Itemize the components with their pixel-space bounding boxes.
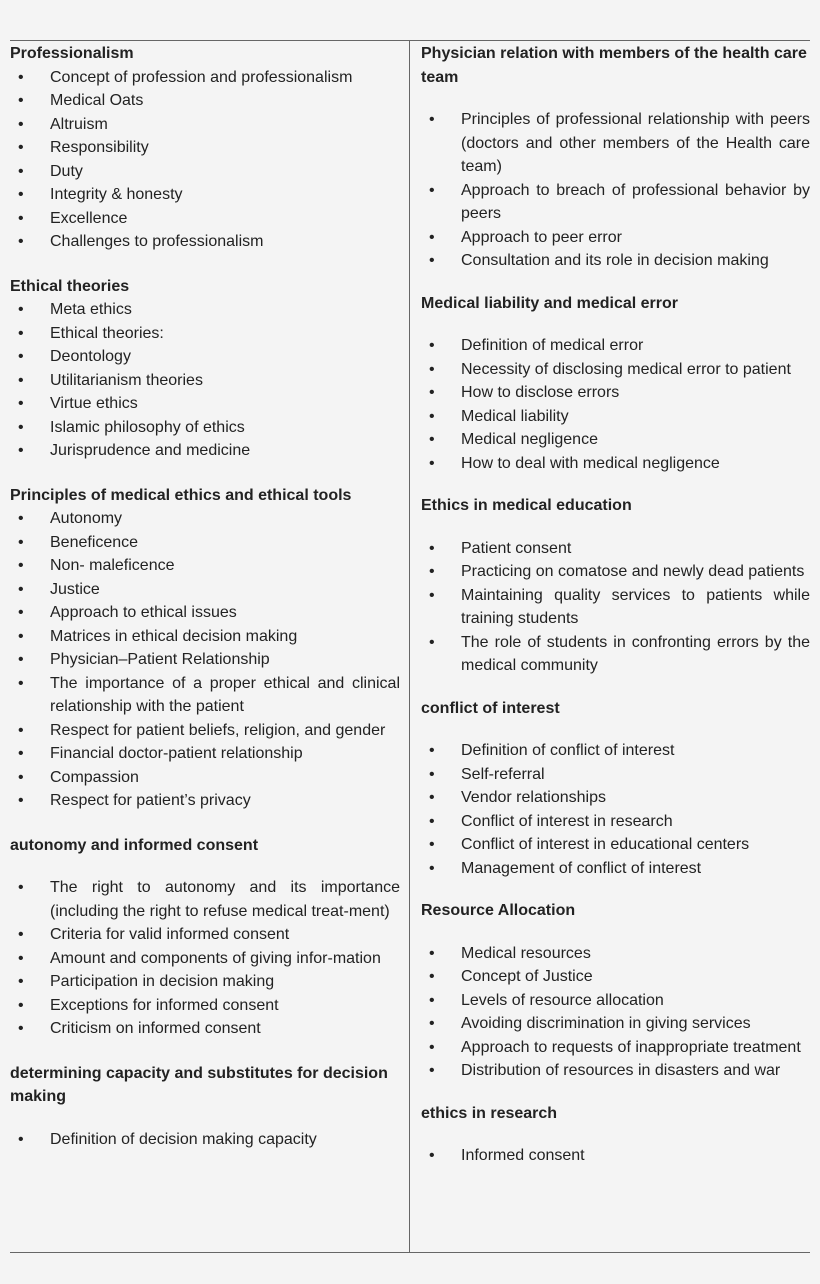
list-item <box>421 560 810 584</box>
bullet-icon: • <box>18 879 24 896</box>
list-item-text: Challenges to professionalism <box>50 233 264 250</box>
bullet-icon: • <box>429 563 435 580</box>
list-item-text: Medical liability <box>461 407 569 425</box>
bullet-icon: • <box>18 768 24 786</box>
bullet-icon: • <box>18 92 24 109</box>
bullet-icon: • <box>429 1015 435 1032</box>
bullet-icon: • <box>429 111 435 128</box>
list-item <box>10 160 400 184</box>
list-item <box>10 322 400 346</box>
list-item <box>421 631 810 678</box>
bullet-icon: • <box>429 836 435 853</box>
bullet-icon: • <box>18 418 24 436</box>
bullet-icon: • <box>429 586 435 604</box>
list-item <box>10 970 400 994</box>
list-item-text: Practicing on comatose and newly dead patients <box>461 563 805 580</box>
list-item <box>10 994 400 1018</box>
bullet-icon: • <box>18 510 24 527</box>
list-item-text: The right to autonomy and its importance (including the right to refuse medical treat-ment) <box>50 879 400 920</box>
section-heading: Resource Allocation <box>421 902 576 919</box>
list-item-text: Ethical theories: <box>50 324 164 342</box>
list-item <box>10 439 400 463</box>
bullet-icon: • <box>18 301 24 318</box>
table-bottom-border <box>10 1252 810 1253</box>
bullet-icon: • <box>429 181 435 199</box>
list-item-text: Meta ethics <box>50 301 132 318</box>
list-item-text: Altruism <box>50 115 108 133</box>
list-item <box>10 392 400 416</box>
section-ethics-in-medical-education <box>421 494 810 678</box>
list-item-text: Definition of conflict of interest <box>461 742 675 759</box>
bullet-icon: • <box>429 789 435 806</box>
bullet-icon: • <box>429 991 435 1009</box>
list-item <box>10 719 400 743</box>
list-item-text: Management of conflict of interest <box>461 859 702 877</box>
list-item <box>421 1012 810 1036</box>
list-item <box>421 428 810 452</box>
bullet-icon: • <box>18 139 24 156</box>
list-item-text: Jurisprudence and medicine <box>50 442 251 459</box>
list-item <box>421 942 810 966</box>
list-item <box>421 965 810 989</box>
list-item-text: Excellence <box>50 209 128 227</box>
list-item-text: Levels of resource allocation <box>461 991 664 1009</box>
list-item <box>10 113 400 137</box>
list-item-text: Duty <box>50 162 83 180</box>
list-item-text: Concept of profession and professionalism <box>50 68 353 86</box>
bullet-icon: • <box>18 348 24 365</box>
list-item-text: Approach to breach of professional behavior by peers <box>461 181 810 222</box>
list-item <box>421 334 810 358</box>
list-item <box>421 452 810 476</box>
list-item-text: Medical resources <box>461 944 591 962</box>
list-item-text: Compassion <box>50 768 139 786</box>
section-heading: Ethical theories <box>10 277 130 295</box>
list-item <box>421 1144 810 1168</box>
list-item <box>421 989 810 1013</box>
list-item-text: Maintaining quality services to patients while training students <box>461 586 810 627</box>
list-item <box>421 537 810 561</box>
list-item <box>10 625 400 649</box>
list-item-text: Virtue ethics <box>50 395 138 412</box>
bullet-list <box>421 108 810 273</box>
list-item-text: How to deal with medical negligence <box>461 454 720 472</box>
bullet-icon: • <box>429 1147 435 1164</box>
section-heading: determining capacity and substitutes for decision making <box>10 1064 388 1105</box>
bullet-icon: • <box>18 651 24 668</box>
section-medical-liability-and-medical-error <box>421 292 810 476</box>
bullet-icon: • <box>18 371 24 389</box>
bullet-list <box>421 537 810 678</box>
list-item <box>10 947 400 971</box>
bullet-icon: • <box>18 233 24 250</box>
list-item <box>421 857 810 881</box>
list-item <box>10 66 400 90</box>
list-item <box>421 833 810 857</box>
section-physician-relation-with-members-of-the-health-care-team <box>421 42 810 273</box>
list-item <box>10 207 400 231</box>
bullet-list <box>10 298 400 463</box>
bullet-icon: • <box>18 1020 24 1037</box>
bullet-icon: • <box>18 627 24 645</box>
section-heading: Professionalism <box>10 45 134 62</box>
section-heading: conflict of interest <box>421 699 560 717</box>
bullet-icon: • <box>18 792 24 809</box>
list-item-text: Exceptions for informed consent <box>50 996 279 1014</box>
list-item-text: Respect for patient beliefs, religion, and gender <box>50 721 386 739</box>
bullet-icon: • <box>18 973 24 990</box>
list-item <box>421 1059 810 1083</box>
bullet-list <box>10 876 400 1041</box>
bullet-list <box>421 739 810 880</box>
bullet-icon: • <box>18 996 24 1014</box>
list-item-text: Financial doctor-patient relationship <box>50 745 303 762</box>
list-item <box>421 358 810 382</box>
bullet-icon: • <box>429 454 435 472</box>
bullet-icon: • <box>18 68 24 86</box>
bullet-icon: • <box>18 721 24 739</box>
bullet-icon: • <box>429 407 435 425</box>
bullet-list <box>421 334 810 475</box>
list-item-text: How to disclose errors <box>461 384 620 401</box>
bullet-list <box>421 942 810 1083</box>
list-item <box>421 810 810 834</box>
list-item <box>10 742 400 766</box>
list-item <box>10 648 400 672</box>
section-heading: autonomy and informed consent <box>10 836 259 854</box>
list-item <box>10 789 400 813</box>
list-item-text: Medical Oats <box>50 92 144 109</box>
list-item-text: Approach to requests of inappropriate treatment <box>461 1038 801 1056</box>
list-item <box>10 183 400 207</box>
section-heading: Principles of medical ethics and ethical tools <box>10 486 352 504</box>
bullet-icon: • <box>18 745 24 762</box>
list-item <box>10 1017 400 1041</box>
list-item-text: Physician–Patient Relationship <box>50 651 270 668</box>
list-item-text: Conflict of interest in educational centers <box>461 836 750 853</box>
left-column <box>10 42 400 1172</box>
list-item-text: The importance of a proper ethical and clinical relationship with the patient <box>50 674 400 715</box>
section-ethical-theories <box>10 275 400 463</box>
list-item <box>421 763 810 787</box>
list-item-text: Principles of professional relationship with peers (doctors and other members of the Health care team) <box>461 111 810 175</box>
list-item <box>10 416 400 440</box>
list-item <box>10 876 400 923</box>
list-item <box>421 739 810 763</box>
section-heading: Ethics in medical education <box>421 497 632 514</box>
table-top-border <box>10 40 810 41</box>
list-item <box>421 405 810 429</box>
list-item-text: Vendor relationships <box>461 789 606 806</box>
bullet-icon: • <box>18 186 24 203</box>
bullet-icon: • <box>18 557 24 574</box>
bullet-icon: • <box>18 580 24 598</box>
list-item-text: Approach to ethical issues <box>50 604 237 621</box>
section-professionalism <box>10 42 400 254</box>
list-item-text: Responsibility <box>50 139 149 156</box>
list-item-text: Distribution of resources in disasters and war <box>461 1062 781 1079</box>
bullet-icon: • <box>429 1062 435 1079</box>
bullet-icon: • <box>18 604 24 621</box>
list-item-text: Medical negligence <box>461 431 598 448</box>
list-item-text: Utilitarianism theories <box>50 371 203 389</box>
list-item <box>10 601 400 625</box>
list-item <box>10 230 400 254</box>
list-item <box>421 226 810 250</box>
section-determining-capacity-and-substitutes-for-decision-making <box>10 1062 400 1152</box>
bullet-icon: • <box>429 742 435 759</box>
list-item-text: Conflict of interest in research <box>461 812 673 830</box>
bullet-icon: • <box>429 968 435 985</box>
bullet-icon: • <box>429 859 435 877</box>
list-item <box>10 923 400 947</box>
section-heading: Medical liability and medical error <box>421 294 678 312</box>
section-heading: Physician relation with members of the health care team <box>421 45 807 86</box>
bullet-icon: • <box>18 162 24 180</box>
section-conflict-of-interest <box>421 697 810 881</box>
bullet-icon: • <box>18 395 24 412</box>
list-item <box>10 766 400 790</box>
list-item-text: Consultation and its role in decision making <box>461 252 769 269</box>
list-item-text: The role of students in confronting errors by the medical community <box>461 633 810 674</box>
bullet-icon: • <box>429 944 435 962</box>
bullet-icon: • <box>18 442 24 459</box>
bullet-icon: • <box>18 674 24 692</box>
bullet-icon: • <box>429 360 435 378</box>
bullet-icon: • <box>429 252 435 269</box>
list-item-text: Islamic philosophy of ethics <box>50 418 245 436</box>
bullet-icon: • <box>18 949 24 967</box>
list-item <box>10 531 400 555</box>
list-item <box>10 578 400 602</box>
column-divider <box>409 40 410 1253</box>
list-item <box>10 89 400 113</box>
list-item <box>10 345 400 369</box>
bullet-icon: • <box>429 228 435 246</box>
list-item-text: Informed consent <box>461 1147 585 1164</box>
section-ethics-in-research <box>421 1102 810 1168</box>
list-item-text: Approach to peer error <box>461 228 622 246</box>
section-principles-of-medical-ethics-and-ethical-tools <box>10 484 400 813</box>
bullet-icon: • <box>18 209 24 227</box>
list-item <box>10 554 400 578</box>
bullet-icon: • <box>429 431 435 448</box>
list-item <box>421 249 810 273</box>
bullet-icon: • <box>18 533 24 551</box>
list-item <box>421 584 810 631</box>
list-item-text: Self-referral <box>461 765 545 783</box>
bullet-list <box>10 1128 400 1152</box>
list-item <box>421 381 810 405</box>
list-item <box>10 369 400 393</box>
bullet-icon: • <box>18 926 24 943</box>
bullet-icon: • <box>18 1130 24 1148</box>
list-item-text: Non- maleficence <box>50 557 175 574</box>
list-item <box>10 672 400 719</box>
section-heading: ethics in research <box>421 1104 558 1122</box>
bullet-list <box>10 66 400 254</box>
bullet-icon: • <box>429 633 435 651</box>
bullet-icon: • <box>429 384 435 401</box>
list-item-text: Participation in decision making <box>50 973 275 990</box>
list-item-text: Definition of medical error <box>461 337 644 354</box>
list-item-text: Respect for patient’s privacy <box>50 792 251 809</box>
section-autonomy-and-informed-consent <box>10 834 400 1041</box>
list-item-text: Deontology <box>50 348 131 365</box>
list-item-text: Amount and components of giving infor-mation <box>50 949 381 967</box>
bullet-icon: • <box>429 812 435 830</box>
list-item-text: Concept of Justice <box>461 968 593 985</box>
list-item-text: Beneficence <box>50 533 139 551</box>
list-item-text: Integrity & honesty <box>50 186 183 203</box>
list-item <box>10 298 400 322</box>
list-item <box>421 108 810 179</box>
section-resource-allocation <box>421 899 810 1083</box>
list-item <box>10 136 400 160</box>
list-item <box>421 1036 810 1060</box>
list-item-text: Criticism on informed consent <box>50 1020 261 1037</box>
list-item <box>10 1128 400 1152</box>
bullet-icon: • <box>429 765 435 783</box>
list-item-text: Avoiding discrimination in giving services <box>461 1015 751 1032</box>
right-column <box>421 42 810 1187</box>
list-item-text: Criteria for valid informed consent <box>50 926 290 943</box>
list-item-text: Necessity of disclosing medical error to patient <box>461 360 791 378</box>
bullet-icon: • <box>429 1038 435 1056</box>
list-item-text: Patient consent <box>461 539 572 557</box>
list-item <box>10 507 400 531</box>
list-item <box>421 786 810 810</box>
bullet-list <box>421 1144 810 1168</box>
list-item-text: Justice <box>50 580 100 598</box>
list-item <box>421 179 810 226</box>
list-item-text: Definition of decision making capacity <box>50 1130 317 1148</box>
bullet-icon: • <box>429 337 435 354</box>
list-item-text: Matrices in ethical decision making <box>50 627 298 645</box>
bullet-list <box>10 507 400 813</box>
bullet-icon: • <box>18 324 24 342</box>
list-item-text: Autonomy <box>50 510 123 527</box>
bullet-icon: • <box>429 539 435 557</box>
bullet-icon: • <box>18 115 24 133</box>
